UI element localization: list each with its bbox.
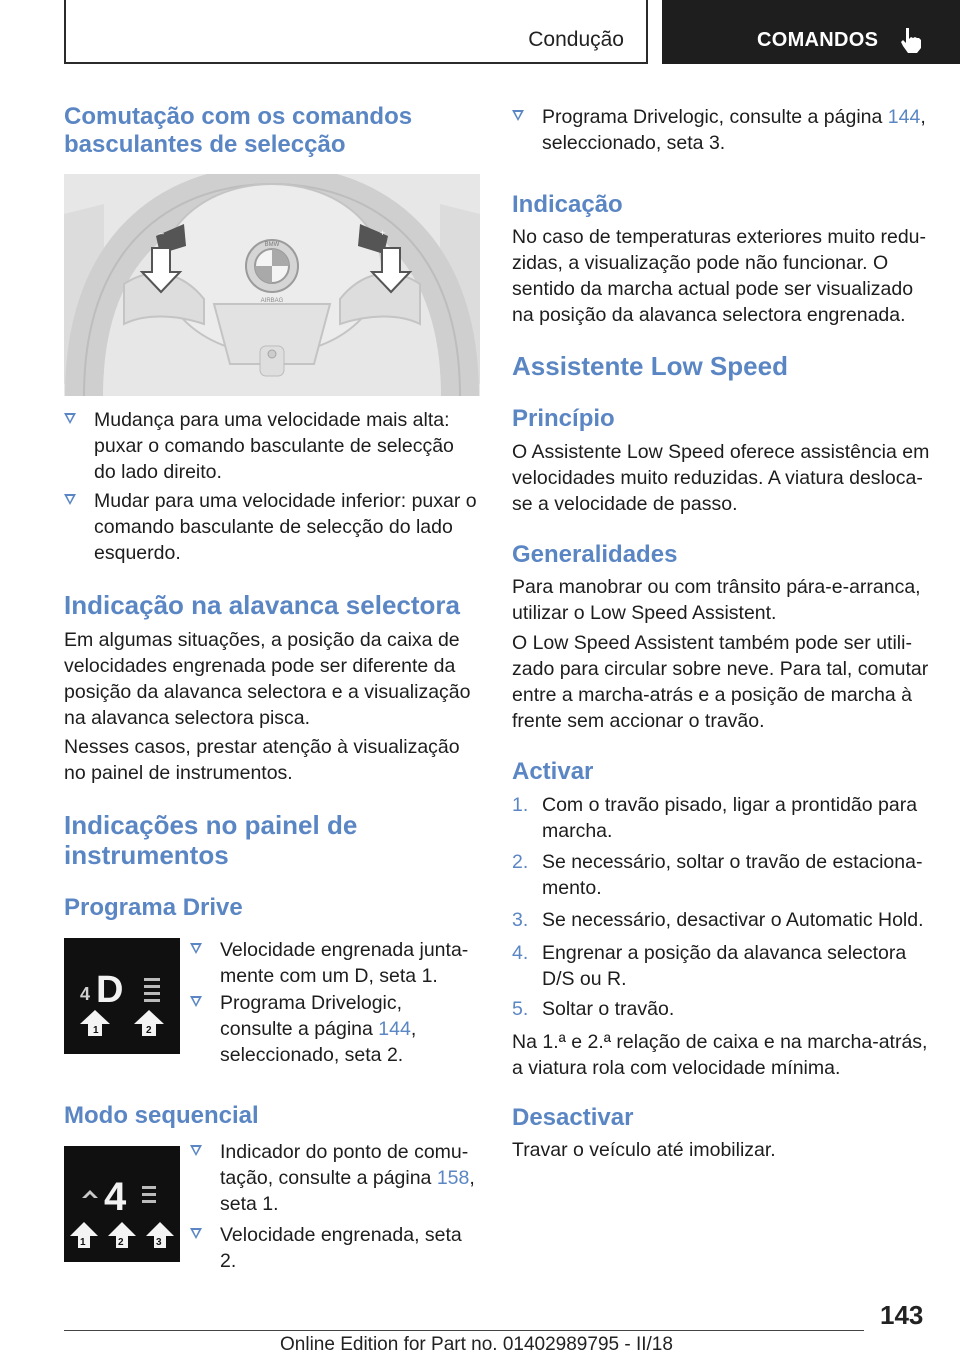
list-item: 2. Se necessário, soltar o travão de estacionamento.	[512, 851, 923, 899]
paragraph: Na 1.ª e 2.ª relação de caixa e na marcha-atrás, a viatura rola com velocidade mínima.	[512, 1031, 928, 1079]
list-item: Mudar para uma velocidade inferior: puxar o comando basculante de selecção do lado esquerdo.	[64, 488, 480, 566]
heading-desactivar: Desactivar	[512, 1104, 634, 1131]
seq-arrow-2-label: 2	[118, 1237, 124, 1248]
list-item: 4. Engrenar a posição da alavanca selectora D/S ou R.	[512, 942, 907, 990]
drive-arrow-2-label: 2	[146, 1025, 152, 1036]
step-number: 3.	[512, 909, 529, 931]
list-item: Velocidade engrenada, seta 2.	[190, 1222, 480, 1274]
heading-comutacao: Comutação com os comandos basculantes de selecção	[64, 103, 413, 158]
page-link-158[interactable]: 158	[436, 1167, 470, 1189]
step-number: 2.	[512, 851, 529, 873]
heading-modo-sequencial: Modo sequencial	[64, 1102, 259, 1129]
paragraph: Travar o veículo até imobilizar.	[512, 1139, 776, 1161]
list-item: Programa Drivelogic, consulte a página 144, seleccionado, seta 3.	[512, 104, 928, 156]
drive-display-mode: D	[96, 969, 124, 1011]
bullet-triangle-icon	[190, 943, 202, 954]
drive-display-image	[64, 938, 180, 1054]
list-item: Indicador do ponto de comutação, consulte a página 158, seta 1.	[190, 1139, 480, 1217]
page-link-144[interactable]: 144	[887, 106, 921, 128]
seq-arrow-3-label: 3	[156, 1237, 162, 1248]
header-section-title: Condução	[528, 28, 624, 51]
paragraph: O Low Speed Assistent também pode ser utilizado para circular sobre neve. Para tal, comutar entre a marcha-atrás e a posição de marcha à frente sem accionar o travão.	[512, 632, 929, 732]
heading-indicacoes-painel: Indicações no painel de instrumentos	[64, 810, 358, 870]
footer-divider	[64, 1330, 864, 1331]
bmw-badge-text: BMW	[264, 242, 280, 248]
list-item: 3. Se necessário, desactivar o Automatic Hold.	[512, 909, 924, 931]
list-item: Mudança para uma velocidade mais alta: puxar o comando basculante de selecção do lado direito.	[64, 407, 480, 485]
paragraph: Em algumas situações, a posição da caixa de velocidades engrenada pode ser diferente da posição da alavanca selectora e a visualização na alavanca selectora pisca.	[64, 629, 471, 729]
sequential-display-gear: 4	[104, 1175, 127, 1219]
steering-wheel-illustration	[64, 174, 480, 396]
heading-indicacao-alavanca: Indicação na alavanca selectora	[64, 590, 460, 620]
header-section-box	[64, 0, 648, 64]
list-item: Programa Drivelogic, consulte a página 144, seleccionado, seta 2.	[190, 990, 480, 1068]
step-number: 4.	[512, 942, 529, 964]
paragraph: O Assistente Low Speed oferece assistência em velocidades muito reduzidas. A viatura desloca-se a velocidade de passo.	[512, 441, 930, 515]
seq-arrow-1-label: 1	[80, 1237, 86, 1248]
footer-edition-text: Online Edition for Part no. 01402989795 - II/18	[280, 1334, 673, 1355]
paragraph: No caso de temperaturas exteriores muito reduzidas, a visualização pode não funcionar. O sentido da marcha actual pode ser visualizado na posição da alavanca selectora engrenada.	[512, 226, 927, 326]
airbag-label: AIRBAG	[260, 298, 284, 304]
bullet-triangle-icon	[512, 110, 524, 121]
header-chapter-tab	[662, 0, 960, 64]
bullet-triangle-icon	[190, 996, 202, 1007]
drive-arrow-1-label: 1	[93, 1025, 99, 1036]
bullet-triangle-icon	[190, 1228, 202, 1239]
paragraph: Nesses casos, prestar atenção à visualização no painel de instrumentos.	[64, 736, 460, 784]
heading-principio: Princípio	[512, 405, 615, 432]
step-number: 5.	[512, 998, 529, 1020]
list-item: 5. Soltar o travão.	[512, 998, 675, 1020]
bullet-triangle-icon	[64, 494, 76, 505]
list-item: 1. Com o travão pisado, ligar a prontidão para marcha.	[512, 794, 918, 842]
list-item: Velocidade engrenada juntamente com um D, seta 1.	[190, 937, 480, 989]
paddle-plus-label: +	[380, 228, 386, 238]
heading-generalidades: Generalidades	[512, 541, 678, 568]
heading-programa-drive: Programa Drive	[64, 894, 243, 921]
page-number: 143	[880, 1300, 924, 1330]
paragraph: Para manobrar ou com trânsito pára-e-arranca, utilizar o Low Speed Assistent.	[512, 576, 921, 624]
heading-indicacao: Indicação	[512, 191, 623, 218]
heading-assistente-low-speed: Assistente Low Speed	[512, 351, 788, 381]
bullet-triangle-icon	[64, 413, 76, 424]
step-number: 1.	[512, 794, 529, 816]
sequential-display-image	[64, 1146, 180, 1262]
bullet-triangle-icon	[190, 1145, 202, 1156]
pointing-hand-icon	[898, 26, 924, 54]
page-link-144[interactable]: 144	[378, 1018, 411, 1040]
drive-display-gear: 4	[80, 984, 91, 1004]
header-chapter-label: COMANDOS	[757, 29, 879, 51]
heading-activar: Activar	[512, 758, 594, 785]
paddle-minus-label: –	[159, 228, 165, 238]
